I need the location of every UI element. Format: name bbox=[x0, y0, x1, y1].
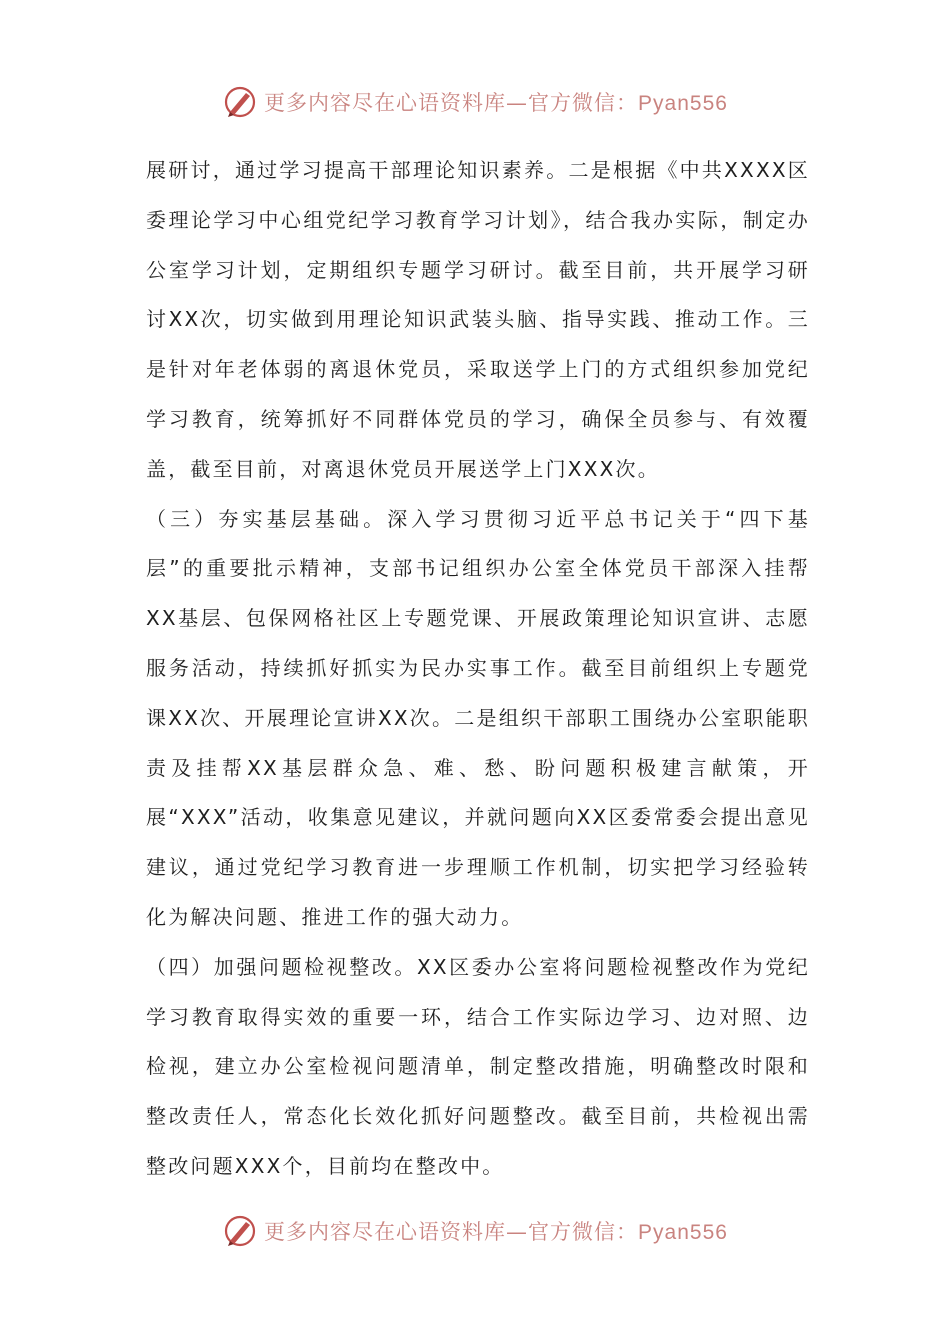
watermark-header bbox=[0, 82, 950, 122]
pen-logo-icon bbox=[222, 84, 258, 120]
paragraph: （四）加强问题检视整改。XX区委办公室将问题检视整改作为党纪学习教育取得实效的重要一环，结合工作实际边学习、边对照、边检视，建立办公室检视问题清单，制定整改措施，明确整改时限和整改责任人，常态化长效化抓好问题整改。截至目前，共检视出需整改问题XXX个，目前均在整改中。 bbox=[146, 954, 810, 1178]
watermark-footer bbox=[0, 1211, 950, 1251]
paragraph: 展研讨，通过学习提高干部理论知识素养。二是根据《中共XXXX区委理论学习中心组党纪学习教育学习计划》，结合我办实际，制定办公室学习计划，定期组织专题学习研讨。截至目前，共开展学习研讨XX次，切实做到用理论知识武装头脑、指导实践、推动工作。三是针对年老体弱的离退休党员，采取送学上门的方式组织参加党纪学习教育，统筹抓好不同群体党员的学习，确保全员参与、有效覆盖，截至目前，对离退休党员开展送学上门XXX次。 bbox=[146, 158, 810, 481]
wechat-id: Pyan556 bbox=[638, 92, 728, 115]
pen-logo-icon bbox=[222, 1213, 258, 1249]
paragraph: （三）夯实基层基础。深入学习贯彻习近平总书记关于“四下基层”的重要批示精神，支部书记组织办公室全体党员干部深入挂帮XX基层、包保网格社区上专题党课、开展政策理论知识宣讲、志愿服务活动，持续抓好抓实为民办实事工作。截至目前组织上专题党课XX次、开展理论宣讲XX次。二是组织干部职工围绕办公室职能职责及挂帮XX基层群众急、难、愁、盼问题积极建言献策，开展“XXX”活动，收集意见建议，并就问题向XX区委常委会提出意见建议，通过党纪学习教育进一步理顺工作机制，切实把学习经验转化为解决问题、推进工作的强大动力。 bbox=[146, 506, 810, 929]
watermark-text: 更多内容尽在心语资料库—官方微信：Pyan556 bbox=[264, 1220, 728, 1244]
wechat-id: Pyan556 bbox=[638, 1221, 728, 1244]
document-body bbox=[146, 146, 810, 1192]
watermark-text: 更多内容尽在心语资料库—官方微信：Pyan556 bbox=[264, 91, 728, 115]
